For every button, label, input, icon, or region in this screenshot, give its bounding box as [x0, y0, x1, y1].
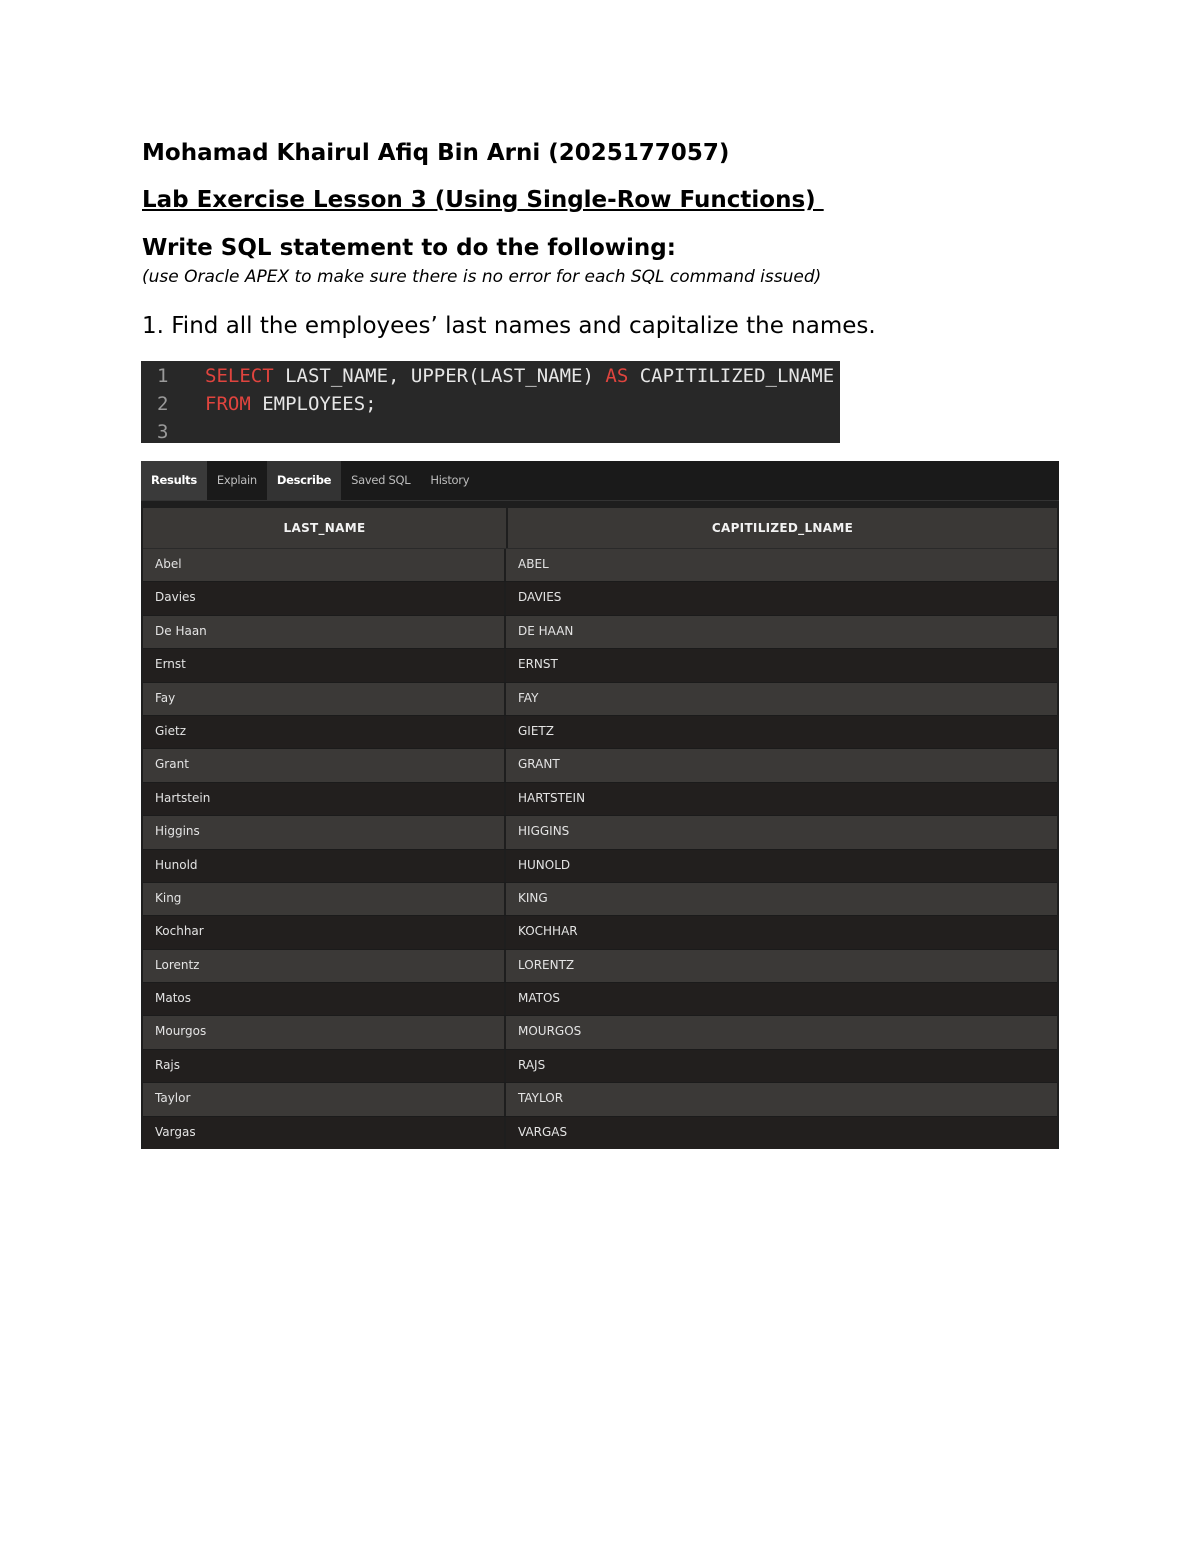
cell-last-name: Vargas [143, 1117, 506, 1149]
sql-text: LAST_NAME, UPPER(LAST_NAME) [273, 365, 606, 387]
cell-capitilized-lname: HARTSTEIN [518, 790, 586, 805]
column-header-capitilized-lname[interactable]: CAPITILIZED_LNAME [711, 521, 854, 535]
table-row[interactable] [143, 850, 1057, 883]
document-title: Mohamad Khairul Afiq Bin Arni (2025177057) [142, 140, 730, 166]
table-row[interactable] [143, 1083, 1057, 1116]
tab-history[interactable]: History [430, 473, 470, 487]
results-tabs [141, 461, 1059, 501]
table-row[interactable] [143, 749, 1057, 782]
cell-last-name: De Haan [143, 616, 506, 648]
cell-capitilized-lname: HIGGINS [518, 824, 570, 839]
table-row[interactable] [143, 950, 1057, 983]
table-row[interactable] [143, 616, 1057, 649]
line-number: 3 [157, 421, 169, 443]
table-row[interactable] [143, 983, 1057, 1016]
table-row[interactable] [143, 716, 1057, 749]
sql-code-editor[interactable] [141, 361, 840, 443]
sql-text: CAPITILIZED_LNAME [628, 365, 835, 387]
sql-keyword: SELECT [205, 365, 274, 387]
cell-last-name: Rajs [143, 1050, 506, 1082]
tab-describe[interactable]: Describe [267, 461, 341, 500]
cell-last-name: Gietz [143, 716, 506, 748]
cell-capitilized-lname: GIETZ [518, 723, 554, 738]
cell-last-name: Davies [143, 582, 506, 614]
results-grid [143, 508, 1057, 1149]
grid-body [143, 549, 1057, 1149]
cell-capitilized-lname: MOURGOS [518, 1024, 582, 1039]
line-number: 1 [157, 365, 169, 387]
table-row[interactable] [143, 883, 1057, 916]
table-row[interactable] [143, 649, 1057, 682]
cell-capitilized-lname: MATOS [518, 991, 561, 1006]
tab-results[interactable]: Results [141, 461, 207, 500]
table-row[interactable] [143, 1016, 1057, 1049]
cell-capitilized-lname: KING [518, 890, 548, 905]
cell-last-name: Higgins [143, 816, 506, 848]
cell-last-name: Fay [143, 683, 506, 715]
table-row[interactable] [143, 916, 1057, 949]
tab-saved-sql[interactable]: Saved SQL [351, 473, 411, 487]
cell-capitilized-lname: HUNOLD [518, 857, 571, 872]
sql-keyword: AS [605, 365, 629, 387]
cell-capitilized-lname: ABEL [518, 557, 549, 571]
table-row[interactable] [143, 683, 1057, 716]
table-row[interactable] [143, 549, 1057, 582]
cell-last-name: Grant [143, 749, 506, 781]
cell-last-name: Hunold [143, 850, 506, 882]
sql-text: EMPLOYEES; [250, 393, 377, 415]
lab-exercise-title: Lab Exercise Lesson 3 (Using Single-Row Functions) [142, 187, 824, 213]
code-line [141, 419, 840, 447]
column-header-last-name[interactable]: LAST_NAME [143, 508, 508, 548]
cell-capitilized-lname: DAVIES [518, 590, 562, 605]
cell-last-name: Matos [143, 983, 506, 1015]
cell-last-name: Ernst [143, 649, 506, 681]
cell-last-name: Taylor [143, 1083, 506, 1115]
instruction-heading: Write SQL statement to do the following: [142, 235, 676, 261]
cell-last-name: Mourgos [143, 1016, 506, 1048]
cell-capitilized-lname: FAY [518, 690, 539, 705]
cell-capitilized-lname: LORENTZ [518, 957, 575, 972]
cell-capitilized-lname: RAJS [518, 1057, 546, 1072]
grid-header [143, 508, 1057, 549]
table-row[interactable] [143, 1117, 1057, 1149]
question-1: 1. Find all the employees’ last names and capitalize the names. [142, 313, 876, 339]
table-row[interactable] [143, 1050, 1057, 1083]
results-panel [141, 461, 1059, 1149]
table-row[interactable] [143, 816, 1057, 849]
cell-last-name: Kochhar [143, 916, 506, 948]
cell-capitilized-lname: GRANT [518, 757, 560, 772]
line-number: 2 [157, 393, 169, 415]
table-row[interactable] [143, 582, 1057, 615]
cell-last-name: Lorentz [143, 950, 506, 982]
tab-explain[interactable]: Explain [216, 473, 257, 487]
code-line [141, 363, 840, 391]
cell-last-name: King [143, 883, 506, 915]
cell-capitilized-lname: KOCHHAR [518, 924, 578, 939]
table-row[interactable] [143, 783, 1057, 816]
cell-last-name: Abel [143, 549, 506, 581]
cell-capitilized-lname: DE HAAN [518, 623, 574, 638]
cell-capitilized-lname: TAYLOR [518, 1091, 564, 1106]
instruction-note: (use Oracle APEX to make sure there is no error for each SQL command issued) [142, 267, 822, 287]
cell-capitilized-lname: ERNST [518, 657, 558, 672]
sql-keyword: FROM [205, 393, 251, 415]
code-line [141, 391, 840, 419]
cell-last-name: Hartstein [143, 783, 506, 815]
cell-capitilized-lname: VARGAS [518, 1124, 568, 1139]
